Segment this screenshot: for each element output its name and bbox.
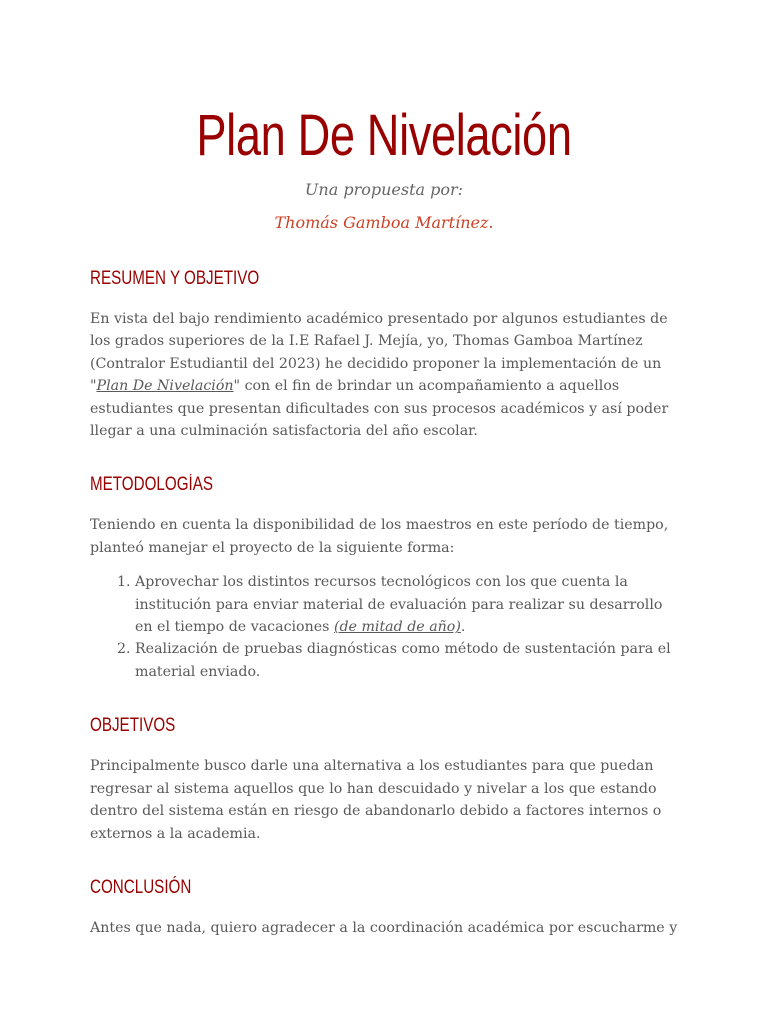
item1-after: . [460, 619, 466, 636]
heading-resumen: RESUMEN Y OBJETIVO [90, 268, 260, 289]
paragraph-resumen [90, 308, 678, 442]
heading-objetivos: OBJETIVOS [90, 715, 176, 737]
plan-link[interactable]: Plan De Nivelación [96, 378, 234, 395]
resumen-text-after: " con el fin de brindar un acompañamiento a aquellos estudiantes que presentan dificultades con sus procesos académicos y así poder llegar a una culminación satisfactoria del año escolar. [90, 378, 669, 440]
paragraph-objetivos: Principalmente busco darle una alternativa a los estudiantes para que puedan regresar al sistema aquellos que lo han descuidado y nivelar a los que estando dentro del sistema están en riesgo de abandonarlo debido a factores internos o externos a la academia. [90, 758, 662, 842]
heading-conclusion: CONCLUSIÓN [90, 876, 192, 898]
paragraph-conclusion: Antes que nada, quiero agradecer a la coordinación académica por escucharme y [90, 919, 678, 936]
section-metodologias [90, 472, 678, 498]
resumen-text-before: En vista del bajo rendimiento académico presentado por algunos estudiantes de los grados superiores de la I.E Rafael J. Mejía, yo, Thomas Gamboa Martínez (Contralor Estudiantil del 2023) he decidido proponer la implementación de un " [90, 311, 668, 395]
document-author: Thomás Gamboa Martínez. [274, 213, 494, 232]
list-item [135, 571, 678, 638]
metodologias-list [90, 571, 678, 683]
section-objetivos [90, 713, 678, 739]
item1-text: Aprovechar los distintos recursos tecnológicos con los que cuenta la institución para enviar material de evaluación para realizar su desarrollo en el tiempo de vacaciones [135, 574, 663, 636]
section-resumen [90, 266, 678, 292]
paragraph-metodologias-intro: Teniendo en cuenta la disponibilidad de los maestros en este período de tiempo, planteó manejar el proyecto de la siguiente forma: [90, 517, 669, 556]
item1-emphasis: (de mitad de año) [333, 619, 461, 636]
heading-metodologias: METODOLOGÍAS [90, 474, 214, 496]
list-item: 2. Realización de pruebas diagnósticas como método de sustentación para el material enviado. [135, 638, 678, 683]
document-title: Plan De Nivelación [196, 103, 572, 168]
document-subtitle: Una propuesta por: [304, 180, 464, 199]
section-conclusion [90, 875, 678, 901]
